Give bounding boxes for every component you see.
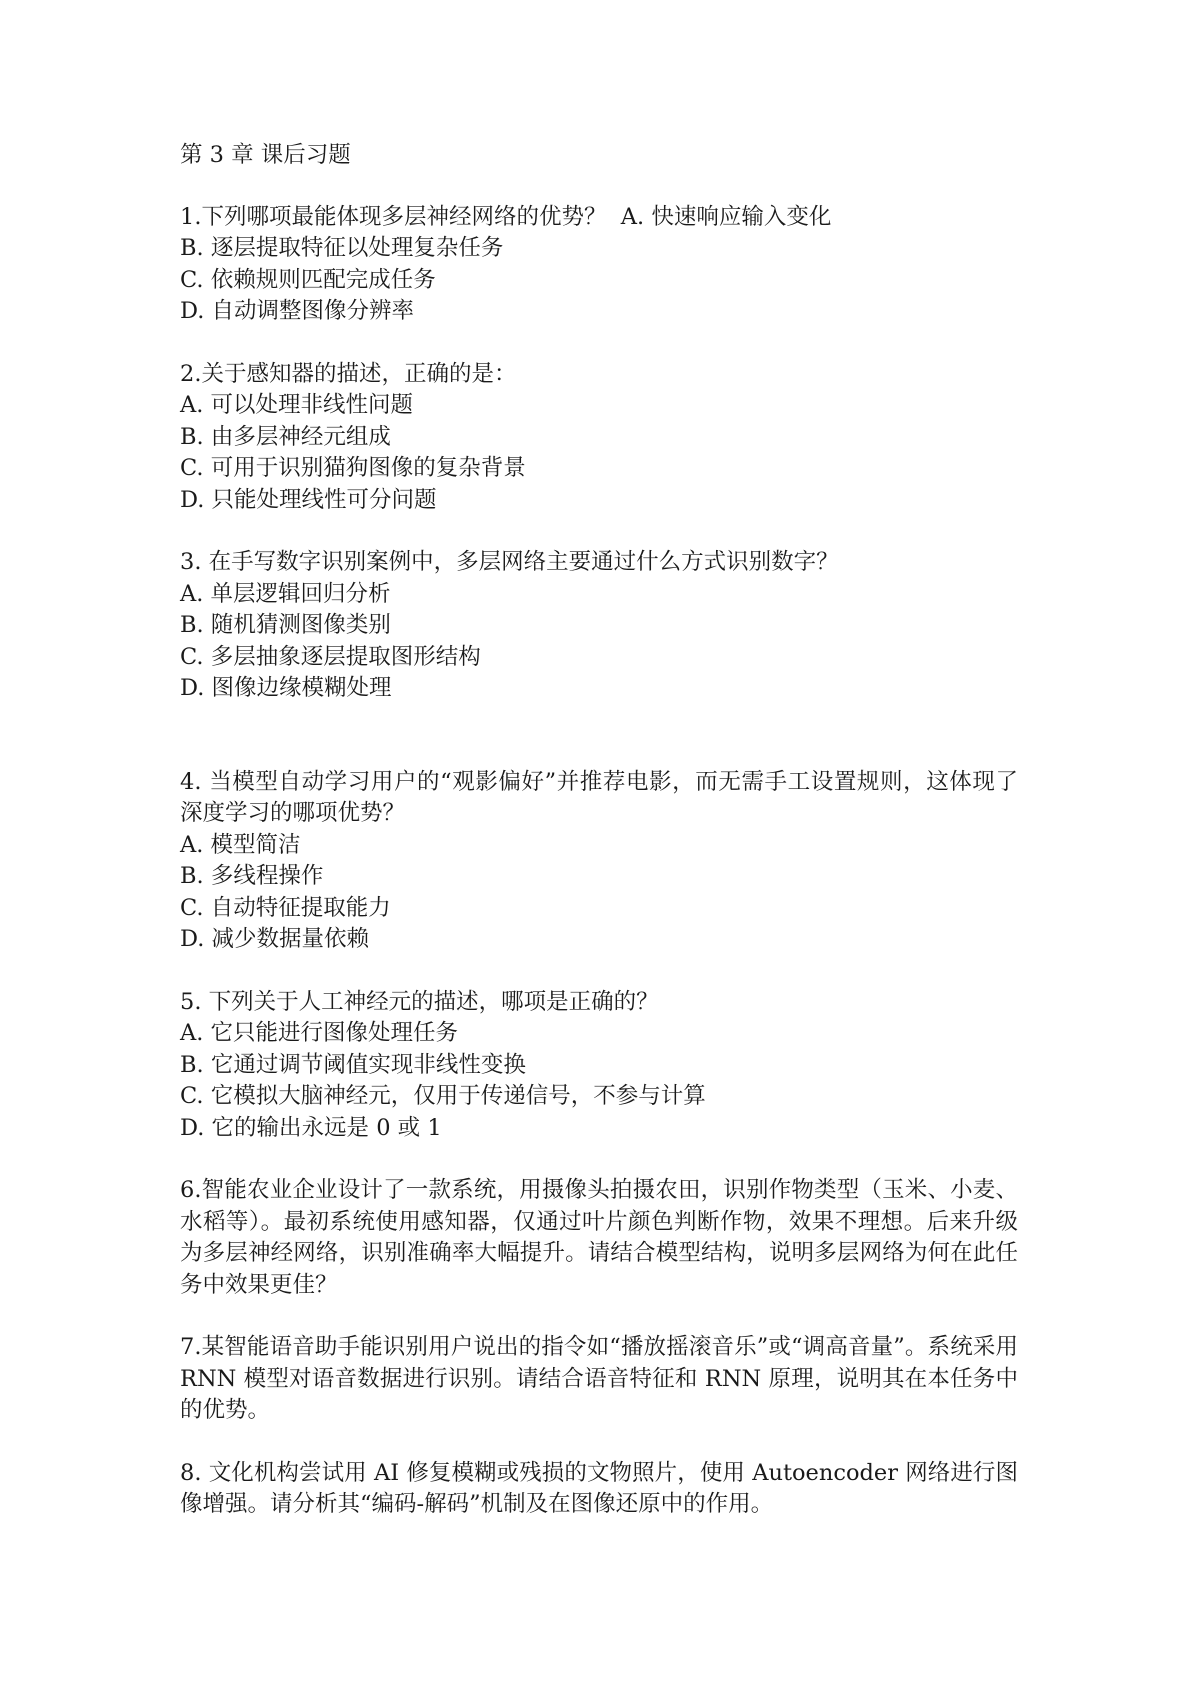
document-page [180,140,1018,1552]
question-stem: 6.智能农业企业设计了一款系统，用摄像头拍摄农田，识别作物类型（玉米、小麦、水稻等）。最初系统使用感知器，仅通过叶片颜色判断作物，效果不理想。后来升级为多层神经网络，识别准确率大幅提升。请结合模型结构，说明多层网络为何在此任务中效果更佳？ [180,1177,1018,1298]
question-stem: 3. 在手写数字识别案例中，多层网络主要通过什么方式识别数字？ [180,549,839,575]
option-a: A. 可以处理非线性问题 [180,392,414,418]
option-c: C. 依赖规则匹配完成任务 [180,266,436,293]
question-8 [180,1458,1018,1521]
option-c: C. 多层抽象逐层提取图形结构 [180,643,481,670]
question-3 [180,547,1018,705]
option-d: D. 它的输出永远是 0 或 1 [180,1114,442,1141]
option-b: B. 逐层提取特征以处理复杂任务 [180,235,504,261]
option-d: D. 自动调整图像分辨率 [180,298,415,324]
option-b: B. 由多层神经元组成 [180,423,391,450]
question-stem: 5. 下列关于人工神经元的描述，哪项是正确的？ [180,988,659,1015]
question-stem: 8. 文化机构尝试用 AI 修复模糊或残损的文物照片，使用 Autoencoder 网络进行图像增强。请分析其“编码-解码”机制及在图像还原中的作用。 [180,1459,1018,1517]
option-c: C. 可用于识别猫狗图像的复杂背景 [180,455,526,481]
question-2 [180,359,1018,517]
chapter-title: 第 3 章 课后习题 [180,142,351,168]
question-5 [180,987,1018,1145]
option-d: D. 图像边缘模糊处理 [180,675,392,701]
option-a: A. 单层逻辑回归分析 [180,580,391,607]
option-b: B. 随机猜测图像类别 [180,612,391,638]
option-d: D. 减少数据量依赖 [180,926,370,952]
option-a: A. 模型简洁 [180,831,301,858]
question-stem: 2.关于感知器的描述，正确的是： [180,360,517,387]
question-6 [180,1175,1018,1301]
option-a: A. 它只能进行图像处理任务 [180,1020,459,1046]
question-stem: 7.某智能语音助手能识别用户说出的指令如“播放摇滚音乐”或“调高音量”。系统采用 RNN 模型对语音数据进行识别。请结合语音特征和 RNN 原理，说明其在本任务中的优势。 [180,1334,1018,1423]
question-4 [180,767,1018,956]
option-b: B. 多线程操作 [180,863,324,889]
option-c: C. 自动特征提取能力 [180,894,391,921]
option-c: C. 它模拟大脑神经元，仅用于传递信号，不参与计算 [180,1083,706,1109]
question-stem: 4. 当模型自动学习用户的“观影偏好”并推荐电影，而无需手工设置规则，这体现了深度学习的哪项优势？ [180,768,1018,826]
option-d: D. 只能处理线性可分问题 [180,486,437,513]
question-stem: 1.下列哪项最能体现多层神经网络的优势？ A. 快速响应输入变化 [180,203,832,230]
option-b: B. 它通过调节阈值实现非线性变换 [180,1051,526,1078]
question-7 [180,1332,1018,1427]
question-1 [180,202,1018,328]
